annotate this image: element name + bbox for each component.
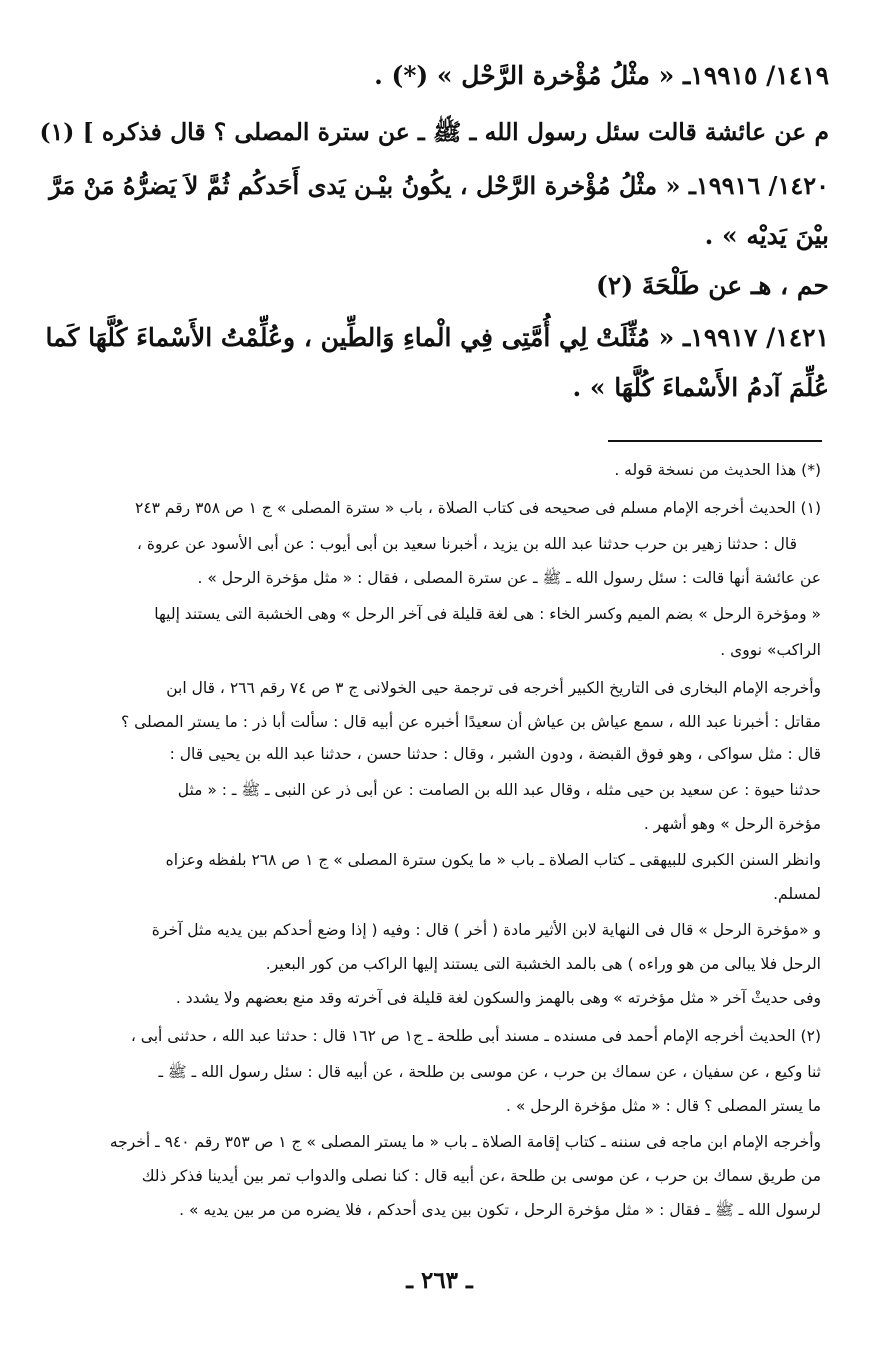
footnote-line: لمسلم. bbox=[773, 885, 821, 903]
hadith-line: بيْنَ يَديْه » . bbox=[704, 221, 829, 250]
page-number: ـ ٢٦٣ ـ bbox=[406, 1267, 473, 1294]
hadith-line: م عن عائشة قالت سئل رسول الله ـ ﷺ ـ عن سترة المصلى ؟ قال فذكره ] (١) bbox=[39, 118, 829, 146]
footnote-line: الرحل فلا يبالى من هو وراءه ) هى بالمد الخشبة التى يستند إليها الراكب من كور البعير. bbox=[265, 955, 821, 973]
footnote-line: وانظر السنن الكبرى للبيهقى ـ كتاب الصلاة ـ باب « ما يكون سترة المصلى » ج ١ ص ٢٦٨ بلفظه وعزاه bbox=[165, 851, 821, 869]
footnote-line: من طريق سماك بن حرب ، عن موسى بن طلحة ،عن أبيه قال : كنا نصلى والدواب تمر بين أيدينا فذكر ذلك bbox=[141, 1167, 821, 1185]
footnote-line: مؤخرة الرحل » وهو أشهر . bbox=[643, 815, 821, 833]
footnote-line: الراكب» نووى . bbox=[720, 641, 821, 659]
footnote-line: ما يستر المصلى ؟ قال : « مثل مؤخرة الرحل » . bbox=[506, 1097, 821, 1115]
footnote-line: قال : حدثنا زهير بن حرب حدثنا عبد الله بن يزيد ، أخبرنا سعيد بن أبى أيوب : عن أبى الأسود عن عروة ، bbox=[136, 535, 797, 553]
hadith-line: ١٤٢٠/ ١٩٩١٦ـ « مثْلُ مُؤْخرة الرَّحْل ، يكُونُ بيْـن يَدى أَحَدكُم ثُمَّ لاَ يَضرُّهُ مَنْ مَرَّ bbox=[49, 171, 829, 200]
footnote-line: لرسول الله ـ ﷺ ـ فقال : « مثل مؤخرة الرحل ، تكون بين يدى أحدكم ، فلا يضره من مر بين يديه » . bbox=[179, 1201, 821, 1219]
footnote-line: وأخرجه الإمام البخارى فى التاريخ الكبير أخرجه فى ترجمة حيى الخولانى ج ٣ ص ٧٤ رقم ٢٦٦ ، قال ابن bbox=[166, 679, 821, 697]
hadith-line: عُلِّمَ آدمُ الأَسْماءَ كُلَّهَا » . bbox=[572, 373, 829, 402]
footnote-line: قال : مثل سواكى ، وهو فوق القبضة ، ودون الشبر ، وقال : حدثنا حسن ، حدثنا عبد الله بن يحيى قال : bbox=[169, 745, 821, 763]
footnote-line: ثنا وكيع ، عن سفيان ، عن سماك بن حرب ، عن موسى بن طلحة ، عن أبيه قال : سئل رسول الله ـ ﷺ ـ bbox=[158, 1063, 821, 1081]
footnote-divider bbox=[608, 440, 822, 442]
footnote-line: (*) هذا الحديث من نسخة قوله . bbox=[614, 461, 821, 479]
footnote-line: وفى حديثْ آخر « مثل مؤخرته » وهى بالهمز والسكون لغة قليلة فى آخرته وقد منع بعضهم ولا يشدد . bbox=[175, 989, 821, 1007]
hadith-line: حم ، هـ عن طَلْحَةَ (٢) bbox=[596, 271, 829, 300]
footnote-line: و «مؤخرة الرحل » قال فى النهاية لابن الأثير مادة ( أخر ) قال : وفيه ( إذا وضع أحدكم بين يديه مثل آخرة bbox=[151, 921, 821, 939]
footnote-line: « ومؤخرة الرحل » بضم الميم وكسر الخاء : هى لغة قليلة فى آخر الرحل » وهى الخشبة التى يستند إليها bbox=[154, 605, 821, 623]
footnote-line: وأخرجه الإمام ابن ماجه فى سننه ـ كتاب إقامة الصلاة ـ باب « ما يستر المصلى » ج ١ ص ٣٥٣ رقم ٩٤٠ ـ أخرجه bbox=[109, 1133, 821, 1151]
hadith-line: ١٤١٩/ ١٩٩١٥ـ « مثْلُ مُؤْخرة الرَّحْل » (*) . bbox=[374, 61, 829, 90]
footnote-line: عن عائشة أنها قالت : سئل رسول الله ـ ﷺ ـ عن سترة المصلى ، فقال : « مثل مؤخرة الرحل » . bbox=[197, 569, 821, 587]
footnote-line: حدثنا حيوة : عن سعيد بن حيى مثله ، وقال عبد الله بن الصامت : عن أبى ذر عن النبى ـ ﷺ ـ : « مثل bbox=[177, 781, 821, 799]
hadith-line: ١٤٢١/ ١٩٩١٧ـ « مُثِّلَتْ لِي أُمَّتِى فِي الْماءِ وَالطِّين ، وعُلِّمْتُ الأَسْماءَ كُلَّهَا كَما bbox=[45, 323, 829, 352]
footnote-line: (٢) الحديث أخرجه الإمام أحمد فى مسنده ـ مسند أبى طلحة ـ ج١ ص ١٦٢ قال : حدثنا عبد الله ، حدثنى أبى ، bbox=[130, 1027, 821, 1045]
footnote-line: (١) الحديث أخرجه الإمام مسلم فى صحيحه فى كتاب الصلاة ، باب « سترة المصلى » ج ١ ص ٣٥٨ رقم ٢٤٣ bbox=[135, 499, 821, 517]
footnote-line: مقاتل : أخبرنا عبد الله ، سمع عياش بن عياش أن سعيدًا أخبره عن أبيه قال : سألت أبا ذر : ما يستر المصلى ؟ bbox=[120, 713, 821, 731]
